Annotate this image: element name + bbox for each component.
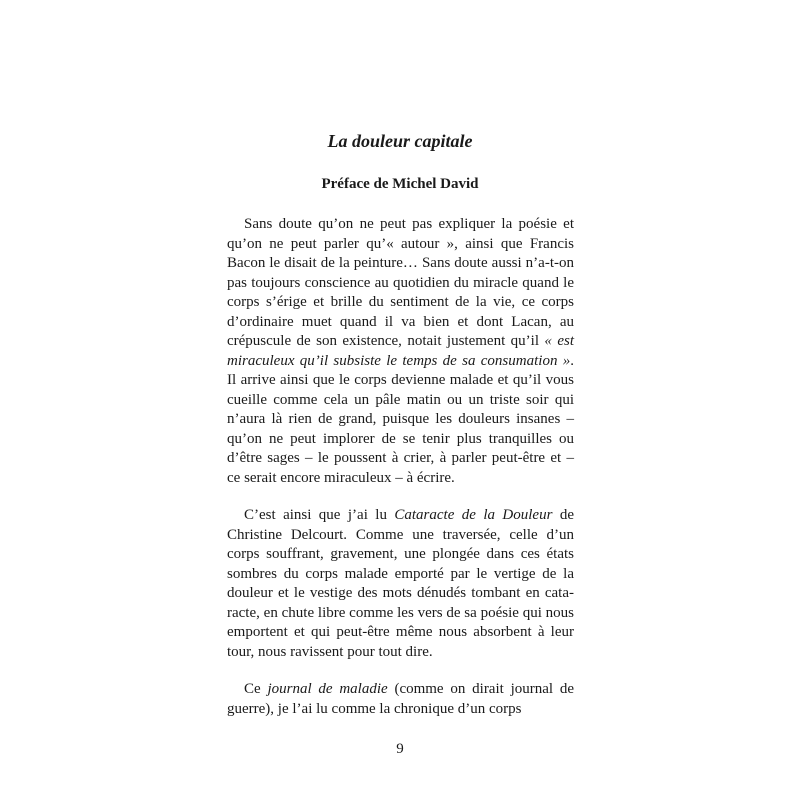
text-segment: (comme on dirait journal de guerre), je l’ai lu comme la chronique d’un corps [227,681,575,717]
italic-phrase: journal de maladie [267,681,388,697]
text-segment: . Il arrive ainsi que le corps devienne malade et qu’il vous cueille comme cela un pâle matin ou un triste soir qui n’aura là rien de grand, puisque les douleurs insanes – qu’on ne peut implorer de se tenir plus tranquilles ou d’être sages – le poussent à crier, à parler peut-être et – ce serait encore miraculeux – à écrire. [227,352,574,486]
text-segment: de Christine Delcourt. Comme une traversée, celle d’un corps souffrant, gravement, une plongée dans ces états sombres du corps malade emporté par le vertige de la douleur et le vestige des mots dénudés tombant en cata-racte, en chute libre comme les vers de sa poésie qui nous emportent et qui peut-être même nous absorbent à leur tour, nous ravissent pour tout dire. [227,507,574,660]
preface-author-heading: Préface de Michel David [321,176,479,192]
italic-book-title: Cataracte de la Douleur [394,507,553,523]
paragraph-3 [227,680,574,719]
text-segment: Ce [244,681,268,697]
page-number: 9 [396,741,404,757]
paragraph-2 [227,506,574,662]
paragraph-1 [227,215,574,488]
chapter-title: La douleur capitale [327,131,473,151]
text-segment: C’est ainsi que j’ai lu [244,507,395,523]
italic-quote: « est miraculeux qu’il subsiste le temps de sa consumation » [227,333,574,369]
text-segment: Sans doute qu’on ne peut pas expliquer la poésie et qu’on ne peut parler qu’« autour », ainsi que Francis Bacon le disait de la peinture… Sans doute aussi n’a-t-on pas toujours conscience au quotidien du miracle quand le corps s’érige et brille du sentiment de la vie, ce corps d’ordinaire muet quand il va bien et dont Lacan, au crépuscule de son existence, notait justement qu’il [227,216,574,349]
body-text [227,215,574,719]
